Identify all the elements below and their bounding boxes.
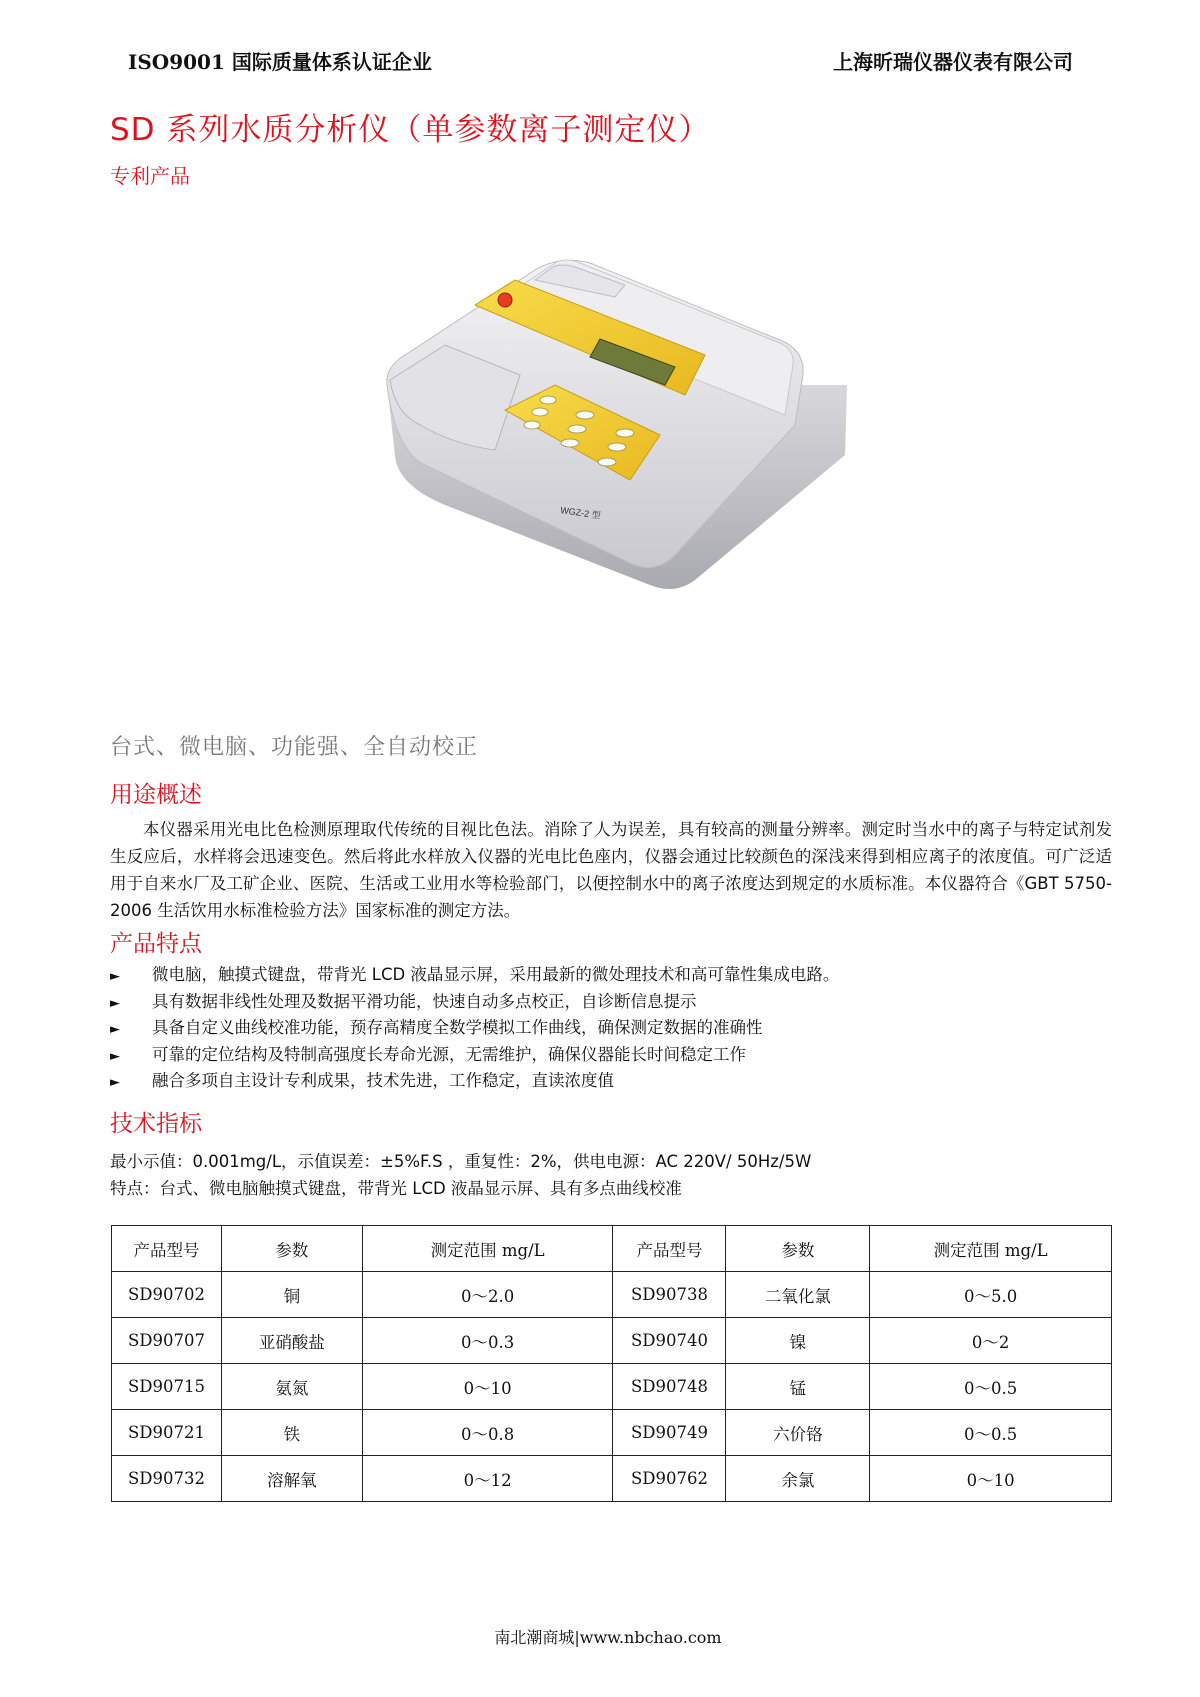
table-cell: SD90702 [112, 1272, 222, 1318]
table-cell: 溶解氧 [221, 1456, 362, 1502]
table-cell: SD90748 [613, 1364, 726, 1410]
bullet-icon: ► [110, 995, 120, 1011]
table-cell: SD90715 [112, 1364, 222, 1410]
header-company-name: 上海昕瑞仪器仪表有限公司 [833, 50, 1073, 74]
table-header-cell: 测定范围 mg/L [870, 1226, 1112, 1272]
table-cell: SD90738 [613, 1272, 726, 1318]
table-header-cell: 产品型号 [112, 1226, 222, 1272]
list-item: ► 具有数据非线性处理及数据平滑功能，快速自动多点校正，自诊断信息提示 [110, 989, 839, 1016]
footer-site-link[interactable]: 南北潮商城|www.nbchao.com [494, 1628, 722, 1647]
table-cell: SD90749 [613, 1410, 726, 1456]
table-header-cell: 参数 [726, 1226, 870, 1272]
bullet-icon: ► [110, 1048, 120, 1064]
list-item: ► 可靠的定位结构及特制高强度长寿命光源，无需维护，确保仪器能长时间稳定工作 [110, 1042, 839, 1069]
table-cell: 六价铬 [726, 1410, 870, 1456]
table-cell: 0～10 [362, 1364, 613, 1410]
list-item: ► 融合多项自主设计专利成果，技术先进，工作稳定，直读浓度值 [110, 1068, 839, 1095]
usage-paragraph: 本仪器采用光电比色检测原理取代传统的目视比色法。消除了人为误差，具有较高的测量分辨率。测定时当水中的离子与特定试剂发生反应后，水样将会迅速变色。然后将此水样放入仪器的光电比色座内，仪器会通过比较颜色的深浅来得到相应离子的浓度值。可广泛适用于自来水厂及工矿企业、医院、生活或工业用水等检验部门，以便控制水中的离子浓度达到规定的水质标准。本仪器符合《GBT 5750-2006 生活饮用水标准检验方法》国家标准的测定方法。 [110, 820, 1112, 920]
product-photo [385, 255, 855, 610]
table-cell: 0～0.3 [362, 1318, 613, 1364]
table-cell: 余氯 [726, 1456, 870, 1502]
table-row [112, 1410, 1112, 1456]
table-row [112, 1456, 1112, 1502]
table-cell: 0～10 [870, 1456, 1112, 1502]
table-cell: 0～12 [362, 1456, 613, 1502]
table-row [112, 1364, 1112, 1410]
patent-label: 专利产品 [110, 164, 190, 188]
table-cell: SD90732 [112, 1456, 222, 1502]
features-list [110, 962, 839, 1095]
list-item: ► 微电脑，触摸式键盘，带背光 LCD 液晶显示屏，采用最新的微处理技术和高可靠性集成电路。 [110, 962, 839, 989]
features-heading: 产品特点 [110, 931, 202, 957]
table-cell: SD90721 [112, 1410, 222, 1456]
table-header-row [112, 1226, 1112, 1272]
table-row [112, 1272, 1112, 1318]
table-cell: 镍 [726, 1318, 870, 1364]
model-table [111, 1225, 1112, 1502]
header-company-cert: ISO9001 国际质量体系认证企业 [128, 50, 432, 74]
table-cell: 亚硝酸盐 [221, 1318, 362, 1364]
list-item: ► 具备自定义曲线校准功能，预存高精度全数学模拟工作曲线，确保测定数据的准确性 [110, 1015, 839, 1042]
table-cell: 铜 [221, 1272, 362, 1318]
table-cell: 0～5.0 [870, 1272, 1112, 1318]
table-cell: 0～2 [870, 1318, 1112, 1364]
table-cell: 铁 [221, 1410, 362, 1456]
bullet-icon: ► [110, 1022, 120, 1037]
table-cell: SD90762 [613, 1456, 726, 1502]
table-cell: 0～2.0 [362, 1272, 613, 1318]
specs-heading: 技术指标 [110, 1111, 202, 1137]
bullet-icon: ► [110, 969, 120, 984]
table-cell: SD90740 [613, 1318, 726, 1364]
specs-line-1: 最小示值：0.001mg/L，示值误差：±5%F.S ，重复性：2%，供电电源：AC 220V/ 50Hz/5W [110, 1152, 812, 1171]
table-cell: 氨氮 [221, 1364, 362, 1410]
specs-line-2: 特点：台式、微电脑触摸式键盘，带背光 LCD 液晶显示屏、具有多点曲线校准 [110, 1179, 682, 1198]
table-row [112, 1318, 1112, 1364]
table-cell: 0～0.8 [362, 1410, 613, 1456]
table-cell: 二氧化氯 [726, 1272, 870, 1318]
table-cell: SD90707 [112, 1318, 222, 1364]
tagline: 台式、微电脑、功能强、全自动校正 [110, 735, 479, 760]
page-title: SD 系列水质分析仪（单参数离子测定仪） [110, 112, 711, 148]
table-header-cell: 参数 [221, 1226, 362, 1272]
bullet-icon: ► [110, 1075, 120, 1090]
table-cell: 锰 [726, 1364, 870, 1410]
table-cell: 0～0.5 [870, 1364, 1112, 1410]
usage-heading: 用途概述 [110, 782, 202, 808]
model-label: WGZ-2 型 [559, 505, 602, 521]
table-cell: 0～0.5 [870, 1410, 1112, 1456]
table-header-cell: 测定范围 mg/L [362, 1226, 613, 1272]
table-header-cell: 产品型号 [613, 1226, 726, 1272]
